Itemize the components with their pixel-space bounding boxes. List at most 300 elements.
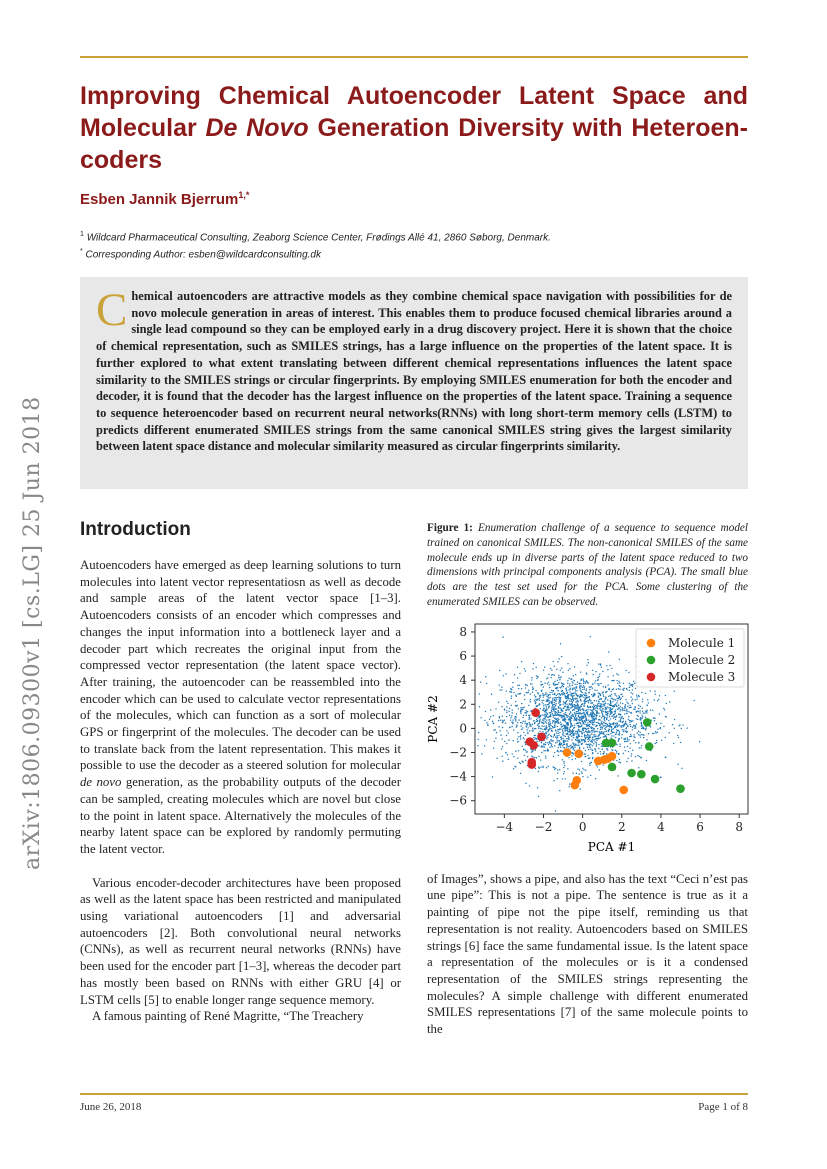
test-point	[595, 725, 596, 726]
test-point	[580, 730, 581, 731]
test-point	[643, 712, 644, 713]
test-point	[623, 729, 624, 730]
test-point	[607, 749, 608, 750]
test-point	[626, 761, 627, 762]
test-point	[538, 726, 539, 727]
test-point	[638, 704, 639, 705]
test-point	[570, 720, 571, 721]
test-point	[548, 743, 549, 744]
test-point	[479, 693, 480, 694]
test-point	[552, 740, 553, 741]
test-point	[558, 702, 559, 703]
test-point	[546, 716, 547, 717]
test-point	[666, 703, 667, 704]
test-point	[579, 721, 580, 722]
test-point	[616, 695, 617, 696]
test-point	[586, 735, 587, 736]
test-point	[533, 737, 534, 738]
test-point	[624, 737, 625, 738]
test-point	[620, 719, 621, 720]
test-point	[530, 693, 531, 694]
test-point	[592, 683, 593, 684]
test-point	[586, 694, 587, 695]
affiliation-mark: 1	[80, 231, 84, 238]
test-point	[522, 717, 523, 718]
test-point	[619, 682, 620, 683]
test-point	[626, 732, 627, 733]
test-point	[661, 739, 662, 740]
test-point	[640, 736, 641, 737]
test-point	[536, 738, 537, 739]
molecule-point	[637, 770, 646, 779]
text: generation, as the probability outputs of the decoder can be sampled, creating molecules which are novel but close to the point in latent space. Alternatively the molecules of the nearby latent space can be explored by randomly permuting the latent vector.	[80, 775, 401, 856]
test-point	[556, 712, 557, 713]
test-point	[595, 778, 596, 779]
test-point	[615, 703, 616, 704]
test-point	[611, 730, 612, 731]
test-point	[486, 722, 487, 723]
molecule-point	[608, 752, 617, 761]
test-point	[552, 701, 553, 702]
test-point	[587, 682, 588, 683]
test-point	[609, 729, 610, 730]
test-point	[502, 636, 503, 637]
test-point	[648, 702, 649, 703]
test-point	[591, 694, 592, 695]
test-point	[574, 683, 575, 684]
test-point	[546, 707, 547, 708]
test-point	[554, 699, 555, 700]
test-point	[594, 682, 595, 683]
molecule-point	[645, 742, 654, 751]
test-point	[660, 776, 661, 777]
test-point	[553, 690, 554, 691]
test-point	[625, 730, 626, 731]
x-tick-label: 4	[657, 819, 665, 834]
test-point	[577, 708, 578, 709]
test-point	[568, 677, 569, 678]
test-point	[536, 675, 537, 676]
test-point	[619, 759, 620, 760]
test-point	[568, 698, 569, 699]
test-point	[592, 702, 593, 703]
test-point	[618, 724, 619, 725]
test-point	[588, 696, 589, 697]
test-point	[561, 667, 562, 668]
test-point	[565, 701, 566, 702]
caption-text: Enumeration challenge of a sequence to sequence model trained on canonical SMILES. The non-canonical SMILES of the same molecule ends up in diverse parts of the latent space reduced to two dimensions with principal components analysis (PCA). The small blue dots are the test set used for the PCA. Some clustering of the enumerated SMILES can be observed.	[427, 522, 748, 608]
test-point	[601, 706, 602, 707]
test-point	[521, 688, 522, 689]
test-point	[540, 759, 541, 760]
test-point	[624, 713, 625, 714]
test-point	[616, 673, 617, 674]
test-point	[573, 706, 574, 707]
test-point	[563, 719, 564, 720]
test-point	[589, 731, 590, 732]
test-point	[591, 720, 592, 721]
affiliation	[80, 231, 551, 243]
test-point	[585, 696, 586, 697]
test-point	[583, 682, 584, 683]
test-point	[572, 684, 573, 685]
test-point	[581, 761, 582, 762]
test-point	[600, 726, 601, 727]
test-point	[627, 740, 628, 741]
test-point	[557, 693, 558, 694]
test-point	[584, 736, 585, 737]
test-point	[611, 712, 612, 713]
test-point	[537, 787, 538, 788]
test-point	[646, 712, 647, 713]
test-point	[545, 721, 546, 722]
test-point	[622, 726, 623, 727]
test-point	[591, 733, 592, 734]
test-point	[655, 693, 656, 694]
test-point	[572, 701, 573, 702]
test-point	[600, 683, 601, 684]
test-point	[573, 743, 574, 744]
test-point	[640, 710, 641, 711]
test-point	[639, 747, 640, 748]
test-point	[622, 695, 623, 696]
test-point	[609, 716, 610, 717]
test-point	[535, 749, 536, 750]
test-point	[558, 658, 559, 659]
test-point	[578, 701, 579, 702]
test-point	[563, 703, 564, 704]
test-point	[582, 729, 583, 730]
test-point	[520, 722, 521, 723]
test-point	[532, 686, 533, 687]
test-point	[589, 737, 590, 738]
test-point	[620, 714, 621, 715]
test-point	[558, 696, 559, 697]
test-point	[603, 731, 604, 732]
test-point	[557, 778, 558, 779]
test-point	[606, 723, 607, 724]
test-point	[592, 749, 593, 750]
test-point	[582, 776, 583, 777]
test-point	[499, 730, 500, 731]
test-point	[619, 731, 620, 732]
test-point	[548, 681, 549, 682]
test-point	[551, 674, 552, 675]
test-point	[600, 695, 601, 696]
test-point	[658, 699, 659, 700]
text-italic: de novo	[80, 775, 122, 790]
test-point	[535, 768, 536, 769]
test-point	[555, 729, 556, 730]
test-point	[556, 732, 557, 733]
test-point	[532, 750, 533, 751]
test-point	[608, 733, 609, 734]
test-point	[580, 705, 581, 706]
test-point	[663, 726, 664, 727]
test-point	[624, 723, 625, 724]
test-point	[545, 727, 546, 728]
test-point	[677, 763, 678, 764]
test-point	[606, 733, 607, 734]
test-point	[556, 735, 557, 736]
test-point	[618, 739, 619, 740]
test-point	[629, 707, 630, 708]
test-point	[608, 651, 609, 652]
test-point	[503, 675, 504, 676]
test-point	[636, 710, 637, 711]
test-point	[646, 760, 647, 761]
test-point	[513, 756, 514, 757]
test-point	[573, 700, 574, 701]
test-point	[549, 727, 550, 728]
test-point	[630, 712, 631, 713]
test-point	[615, 737, 616, 738]
test-point	[595, 736, 596, 737]
test-point	[603, 696, 604, 697]
test-point	[620, 699, 621, 700]
test-point	[579, 726, 580, 727]
test-point	[521, 661, 522, 662]
test-point	[567, 716, 568, 717]
test-point	[549, 721, 550, 722]
test-point	[597, 735, 598, 736]
test-point	[567, 768, 568, 769]
test-point	[563, 713, 564, 714]
test-point	[525, 759, 526, 760]
test-point	[629, 690, 630, 691]
test-point	[572, 746, 573, 747]
test-point	[558, 740, 559, 741]
test-point	[524, 722, 525, 723]
test-point	[613, 717, 614, 718]
test-point	[563, 686, 564, 687]
test-point	[627, 705, 628, 706]
test-point	[557, 690, 558, 691]
x-tick-label: −4	[495, 819, 514, 834]
test-point	[569, 713, 570, 714]
test-point	[578, 730, 579, 731]
test-point	[612, 732, 613, 733]
test-point	[514, 674, 515, 675]
test-point	[629, 705, 630, 706]
test-point	[562, 710, 563, 711]
test-point	[616, 733, 617, 734]
molecule-point	[572, 776, 581, 785]
test-point	[575, 674, 576, 675]
test-point	[547, 736, 548, 737]
test-point	[588, 715, 589, 716]
test-point	[664, 737, 665, 738]
test-point	[536, 720, 537, 721]
test-point	[557, 684, 558, 685]
test-point	[673, 742, 674, 743]
test-point	[550, 668, 551, 669]
test-point	[573, 675, 574, 676]
test-point	[554, 702, 555, 703]
test-point	[538, 716, 539, 717]
test-point	[596, 742, 597, 743]
test-point	[626, 740, 627, 741]
test-point	[562, 731, 563, 732]
test-point	[632, 684, 633, 685]
test-point	[656, 742, 657, 743]
test-point	[631, 755, 632, 756]
test-point	[516, 713, 517, 714]
test-point	[556, 698, 557, 699]
test-point	[616, 731, 617, 732]
test-point	[543, 718, 544, 719]
test-point	[596, 711, 597, 712]
test-point	[554, 724, 555, 725]
test-point	[506, 716, 507, 717]
test-point	[493, 729, 494, 730]
test-point	[512, 709, 513, 710]
test-point	[535, 690, 536, 691]
test-point	[544, 682, 545, 683]
test-point	[628, 751, 629, 752]
test-point	[552, 705, 553, 706]
test-point	[648, 733, 649, 734]
test-point	[620, 697, 621, 698]
test-point	[602, 714, 603, 715]
test-point	[560, 687, 561, 688]
test-point	[596, 689, 597, 690]
test-point	[529, 717, 530, 718]
test-point	[635, 687, 636, 688]
test-point	[545, 704, 546, 705]
test-point	[613, 699, 614, 700]
test-point	[625, 704, 626, 705]
test-point	[561, 750, 562, 751]
test-point	[486, 682, 487, 683]
test-point	[598, 701, 599, 702]
test-point	[636, 718, 637, 719]
test-point	[567, 705, 568, 706]
test-point	[616, 688, 617, 689]
abstract-dropcap: C	[96, 284, 128, 336]
test-point	[576, 705, 577, 706]
test-point	[603, 722, 604, 723]
test-point	[515, 720, 516, 721]
test-point	[579, 712, 580, 713]
test-point	[566, 723, 567, 724]
test-point	[525, 782, 526, 783]
test-point	[531, 677, 532, 678]
test-point	[573, 737, 574, 738]
test-point	[568, 709, 569, 710]
test-point	[643, 737, 644, 738]
test-point	[481, 753, 482, 754]
legend-label: Molecule 3	[668, 669, 736, 684]
test-point	[532, 689, 533, 690]
test-point	[574, 732, 575, 733]
test-point	[559, 697, 560, 698]
test-point	[589, 746, 590, 747]
test-point	[563, 683, 564, 684]
test-point	[555, 717, 556, 718]
test-point	[646, 727, 647, 728]
test-point	[638, 767, 639, 768]
test-point	[625, 710, 626, 711]
test-point	[550, 701, 551, 702]
test-point	[554, 769, 555, 770]
test-point	[566, 746, 567, 747]
test-point	[611, 710, 612, 711]
test-point	[572, 731, 573, 732]
test-point	[617, 725, 618, 726]
test-point	[553, 683, 554, 684]
test-point	[572, 682, 573, 683]
test-point	[588, 737, 589, 738]
test-point	[564, 747, 565, 748]
test-point	[613, 735, 614, 736]
test-point	[587, 659, 588, 660]
test-point	[588, 730, 589, 731]
test-point	[528, 705, 529, 706]
test-point	[619, 734, 620, 735]
test-point	[544, 728, 545, 729]
test-point	[657, 731, 658, 732]
test-point	[636, 698, 637, 699]
test-point	[480, 717, 481, 718]
test-point	[560, 736, 561, 737]
test-point	[561, 682, 562, 683]
test-point	[601, 717, 602, 718]
test-point	[506, 743, 507, 744]
test-point	[563, 735, 564, 736]
test-point	[615, 712, 616, 713]
test-point	[582, 689, 583, 690]
test-point	[553, 708, 554, 709]
test-point	[557, 772, 558, 773]
test-point	[584, 703, 585, 704]
test-point	[601, 728, 602, 729]
test-point	[574, 688, 575, 689]
test-point	[596, 721, 597, 722]
test-point	[590, 636, 591, 637]
test-point	[595, 704, 596, 705]
test-point	[569, 668, 570, 669]
test-point	[572, 772, 573, 773]
test-point	[545, 757, 546, 758]
test-point	[578, 773, 579, 774]
test-point	[545, 742, 546, 743]
test-point	[620, 718, 621, 719]
test-point	[578, 716, 579, 717]
y-axis-label: PCA #2	[426, 695, 440, 743]
test-point	[594, 689, 595, 690]
test-point	[552, 766, 553, 767]
test-point	[566, 708, 567, 709]
test-point	[626, 723, 627, 724]
test-point	[600, 728, 601, 729]
test-point	[562, 730, 563, 731]
test-point	[541, 721, 542, 722]
test-point	[525, 710, 526, 711]
test-point	[647, 699, 648, 700]
test-point	[544, 694, 545, 695]
molecule-point	[574, 749, 583, 758]
test-point	[600, 707, 601, 708]
test-point	[553, 716, 554, 717]
test-point	[571, 695, 572, 696]
test-point	[585, 693, 586, 694]
test-point	[558, 706, 559, 707]
test-point	[570, 698, 571, 699]
test-point	[604, 728, 605, 729]
test-point	[504, 719, 505, 720]
test-point	[592, 711, 593, 712]
